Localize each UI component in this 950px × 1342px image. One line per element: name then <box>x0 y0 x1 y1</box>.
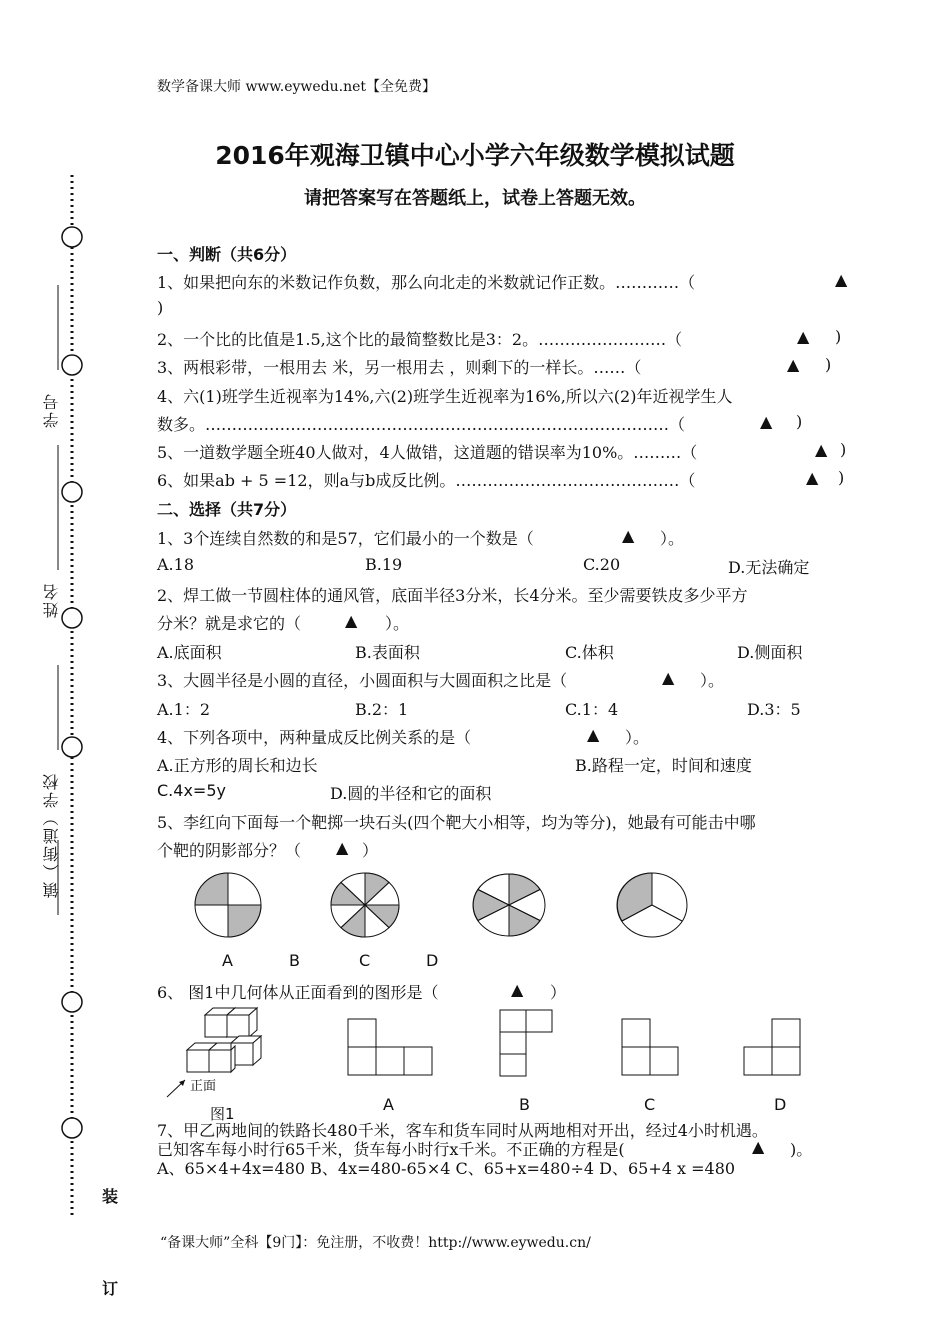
choice-q4: 4、下列各项中，两种量成反比例关系的是（ <box>157 728 472 747</box>
cube-solid <box>187 1008 261 1072</box>
q4-option-a: A.正方形的周长和边长 <box>157 756 318 775</box>
name-label: 姓名 <box>42 582 61 618</box>
judge-q3: 3、两根彩带，一根用去 米，另一根用去 ，则剩下的一样长。……（ <box>157 358 642 377</box>
shape-label-a: A <box>383 1095 394 1114</box>
q2-option-c: C.体积 <box>565 643 614 662</box>
zhuang-label: 装 <box>102 1187 119 1206</box>
judge-q1: 1、如果把向东的米数记作负数，那么向北走的米数就记作正数。…………（ <box>157 273 696 292</box>
judge-q2: 2、一个比的比值是1.5,这个比的最简整数比是3：2。……………………（ <box>157 330 683 349</box>
judge-q5: 5、一道数学题全班40人做对，4人做错，这道题的错误率为10%。………（ <box>157 443 698 462</box>
answer-triangle: ▲ <box>336 838 349 857</box>
q4-option-d: D.圆的半径和它的面积 <box>330 784 492 803</box>
q3-option-a: A.1：2 <box>157 700 211 719</box>
choice-q7-line1: 7、甲乙两地间的铁路长480千米，客车和货车同时从两地相对开出，经过4小时机遇。 <box>157 1121 768 1140</box>
target-label-d: D <box>426 951 439 970</box>
figure-1-label: 图1 <box>210 1105 235 1123</box>
choice-q5-line1: 5、李红向下面每一个靶掷一块石头(四个靶大小相等，均为等分)，她最有可能击中哪 <box>157 813 756 832</box>
answer-triangle: ▲ <box>587 725 600 744</box>
target-label-c: C <box>359 951 371 970</box>
choice-q3: 3、大圆半径是小圆的直径，小圆面积与大圆面积之比是（ <box>157 671 568 690</box>
choice-q2-end: ）。 <box>385 614 410 633</box>
judge-q6: 6、如果ab + 5 =12，则a与b成反比例。……………………………………（ <box>157 471 696 490</box>
answer-triangle: ▲ <box>662 668 675 687</box>
judge-q1-close: ) <box>157 298 164 317</box>
answer-triangle: ▲ <box>511 980 524 999</box>
close-paren: ) <box>825 355 832 374</box>
page-subtitle: 请把答案写在答题纸上，试卷上答题无效。 <box>304 188 646 209</box>
answer-triangle: ▲ <box>815 440 828 459</box>
target-label-a: A <box>222 951 233 970</box>
section1-heading: 一、判断（共6分） <box>157 245 297 264</box>
q3-option-c: C.1：4 <box>565 700 619 719</box>
judge-q4-line1: 4、六(1)班学生近视率为14%,六(2)班学生近视率为16%,所以六(2)年近视学生人 <box>157 387 733 406</box>
shape-label-b: B <box>519 1095 530 1114</box>
target-figures <box>190 868 700 948</box>
q1-option-b: B.19 <box>365 555 403 574</box>
answer-triangle: ▲ <box>760 412 773 431</box>
q1-option-d: D.无法确定 <box>728 558 810 577</box>
answer-triangle: ▲ <box>345 611 358 630</box>
q2-option-d: D.侧面积 <box>737 643 803 662</box>
q1-option-a: A.18 <box>157 555 194 574</box>
choice-q1: 1、3个连续自然数的和是57，它们最小的一个数是（ <box>157 529 534 548</box>
q2-option-a: A.底面积 <box>157 643 222 662</box>
answer-triangle: ▲ <box>752 1137 765 1156</box>
close-paren: ) <box>835 327 842 346</box>
school-label: 镇（街道）学校 <box>42 772 61 898</box>
answer-triangle: ▲ <box>622 526 635 545</box>
front-label: 正面 <box>190 1079 217 1094</box>
close-paren: ) <box>838 468 845 487</box>
choice-q4-end: ）。 <box>625 728 650 747</box>
close-paren: ) <box>796 412 803 431</box>
choice-q7-options: A、65×4+4x=480 B、4x=480-65×4 C、65+x=480÷4 D、65+4 x =480 <box>157 1159 736 1178</box>
q6-figures <box>155 1005 815 1100</box>
q4-option-b: B.路程一定，时间和速度 <box>575 756 752 775</box>
option-a-shape <box>348 1019 432 1075</box>
choice-q1-end: ）。 <box>660 529 685 548</box>
q3-option-b: B.2：1 <box>355 700 409 719</box>
answer-triangle: ▲ <box>797 327 810 346</box>
judge-q4-line2: 数多。……………………………………………………………………………（ <box>157 415 686 434</box>
option-d-shape <box>744 1019 800 1075</box>
q4-option-c: C.4x=5y <box>157 781 226 800</box>
option-c-shape <box>622 1019 678 1075</box>
site-header: 数学备课大师 www.eywedu.net【全免费】 <box>157 79 437 95</box>
close-paren: ) <box>840 440 847 459</box>
choice-q7-end: )。 <box>790 1140 813 1159</box>
choice-q2-line1: 2、焊工做一节圆柱体的通风管，底面半径3分米，长4分米。至少需要铁皮多少平方 <box>157 586 748 605</box>
q1-option-c: C.20 <box>583 555 621 574</box>
shape-label-d: D <box>774 1095 787 1114</box>
choice-q3-end: ）。 <box>700 671 725 690</box>
choice-q6: 6、 图1中几何体从正面看到的图形是（ <box>157 983 439 1002</box>
target-label-b: B <box>289 951 300 970</box>
choice-q5-line2: 个靶的阴影部分？（ <box>157 841 302 860</box>
section2-heading: 二、选择（共7分） <box>157 500 297 519</box>
answer-triangle: ▲ <box>806 468 819 487</box>
q2-option-b: B.表面积 <box>355 643 420 662</box>
target-a <box>195 873 261 937</box>
ding-label: 订 <box>102 1279 119 1298</box>
option-b-shape <box>500 1010 552 1076</box>
footer-text: “备课大师”全科【9门】：免注册，不收费！http://www.eywedu.cn/ <box>160 1235 591 1251</box>
choice-q6-end: ） <box>550 983 567 1002</box>
target-b <box>331 873 399 937</box>
answer-triangle: ▲ <box>787 355 800 374</box>
target-d <box>617 873 687 937</box>
student-no-label: 学号 <box>42 392 61 428</box>
answer-triangle: ▲ <box>835 270 848 289</box>
target-c <box>473 874 545 936</box>
choice-q5-end: ） <box>362 841 379 860</box>
shape-label-c: C <box>644 1095 656 1114</box>
q3-option-d: D.3：5 <box>747 700 801 719</box>
choice-q2-line2: 分米？就是求它的（ <box>157 614 302 633</box>
choice-q7-line2: 已知客车每小时行65千米，货车每小时行x千米。不正确的方程是( <box>157 1140 625 1159</box>
page-title: 2016年观海卫镇中心小学六年级数学模拟试题 <box>215 141 735 170</box>
